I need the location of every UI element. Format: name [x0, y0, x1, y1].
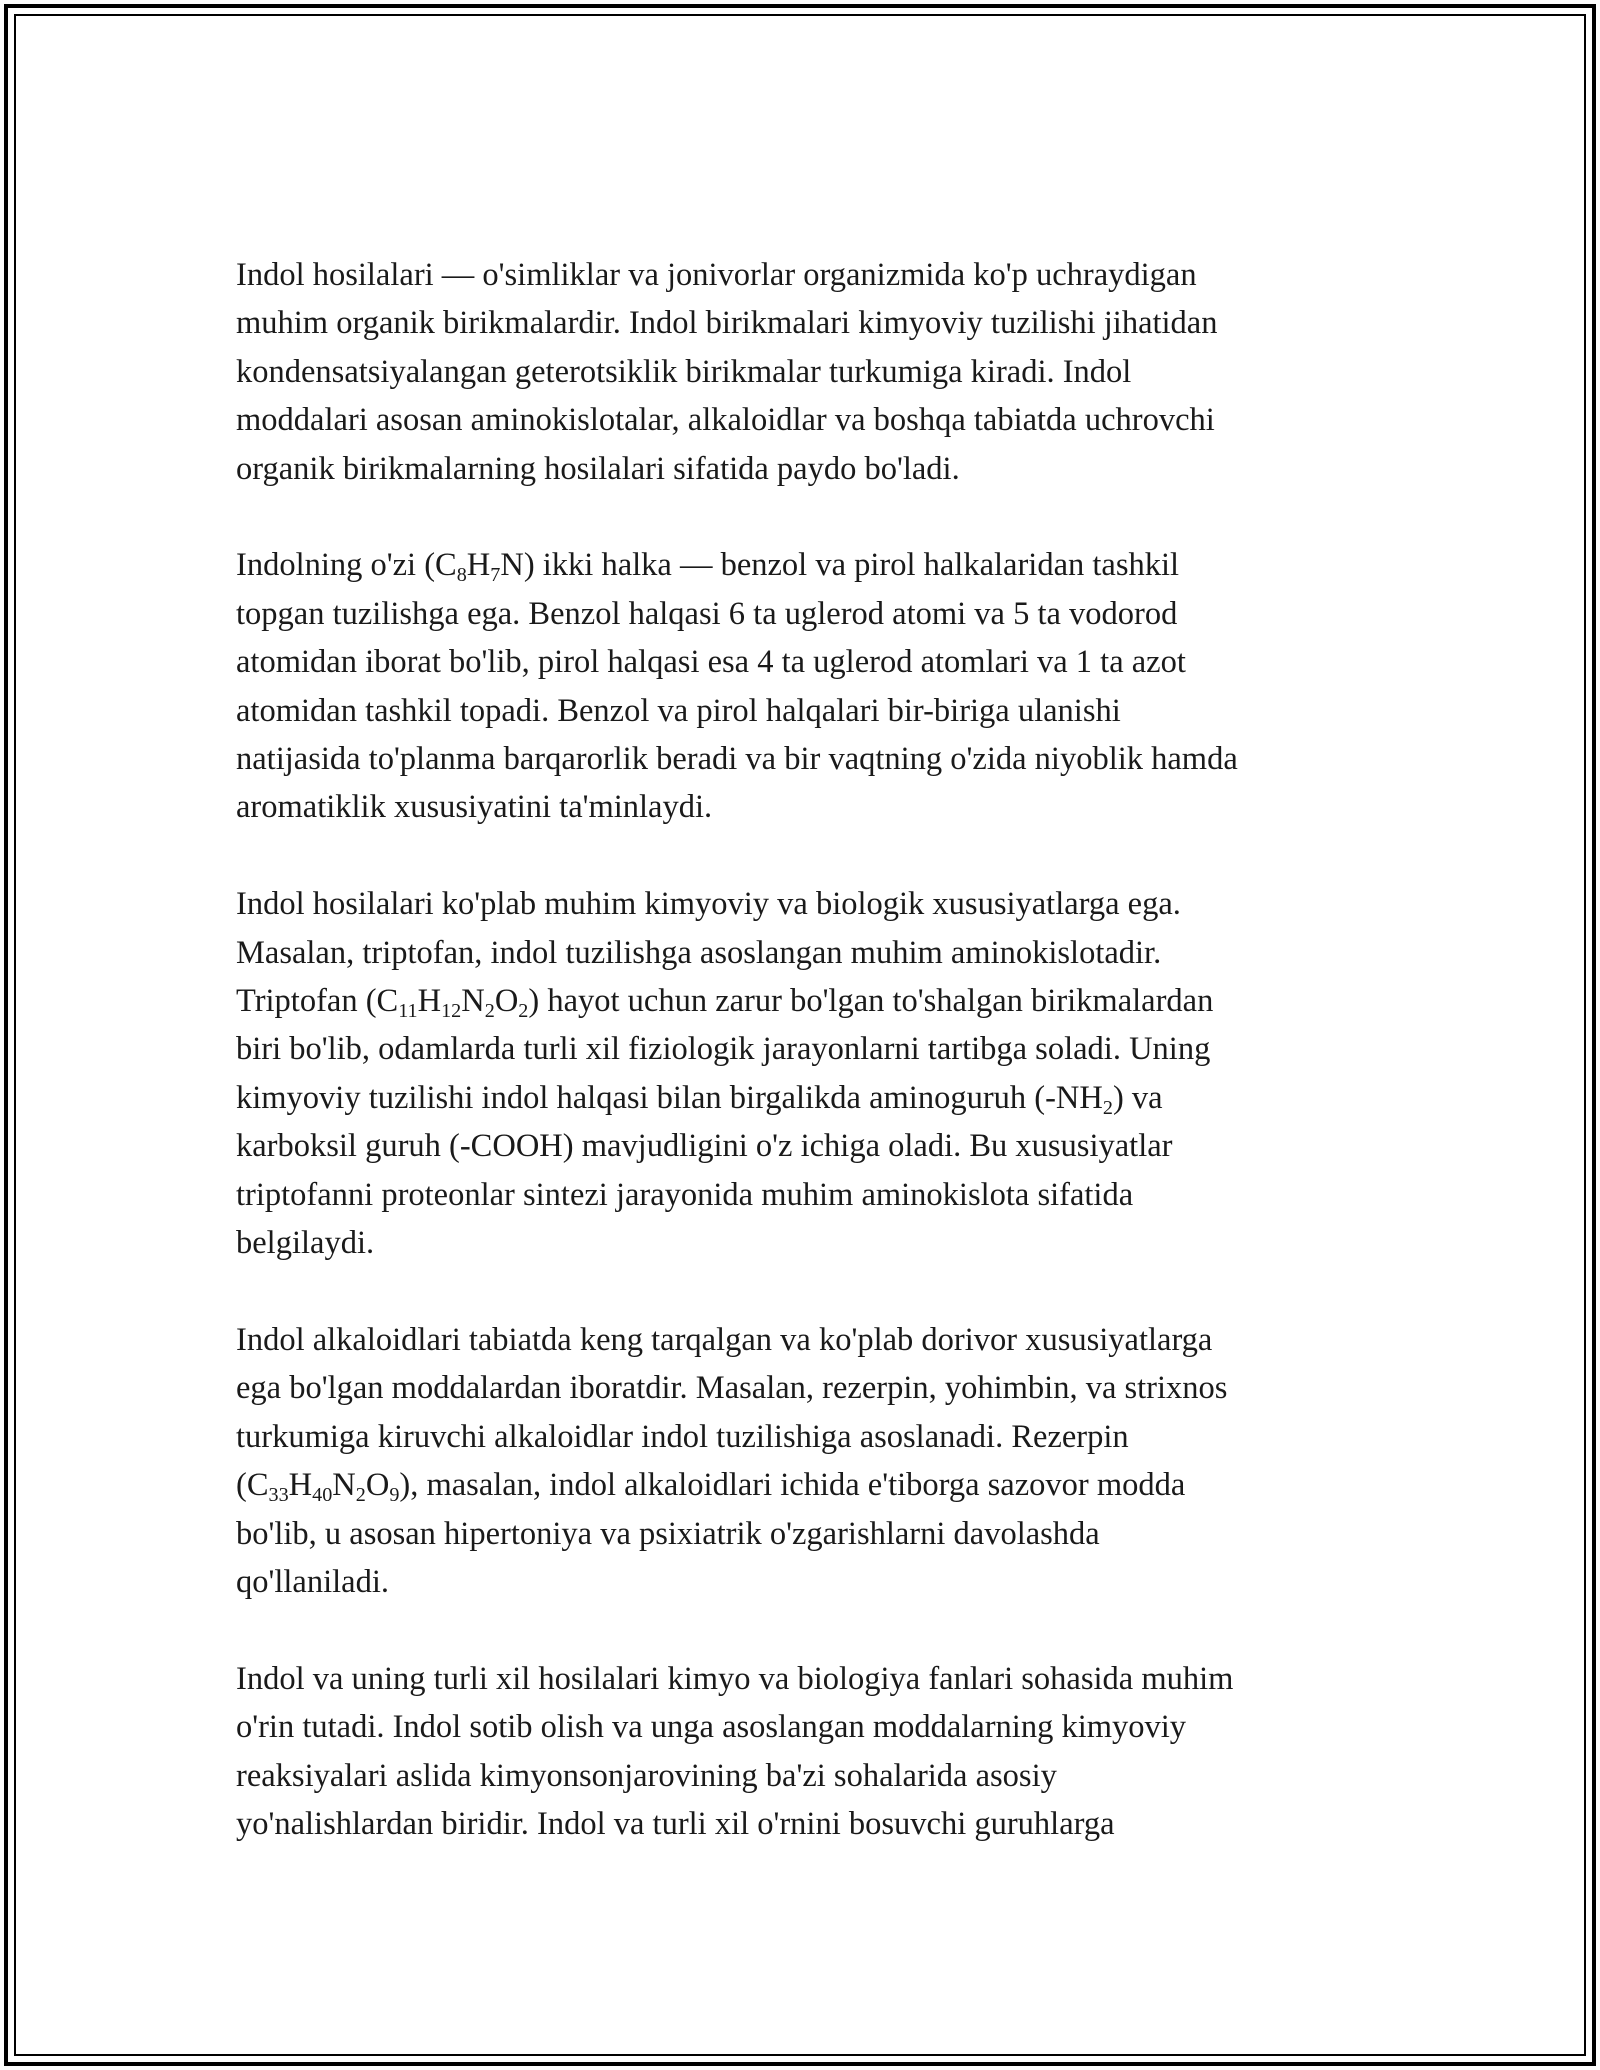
paragraph-3 [236, 880, 1386, 1267]
formula-subscript: 8 [456, 564, 467, 587]
paragraph-5 [236, 1655, 1386, 1849]
paragraph-text: ), masalan, indol alkaloidlari ichida e'tiborga sazovor modda bo'lib, u asosan hipertoniya va psixiatrik o'zgarishlarni davolashda qo'llaniladi. [236, 1467, 1186, 1600]
paragraph-text: Indol hosilalari ko'plab muhim kimyoviy va biologik xususiyatlarga ega. Masalan, triptofan, indol tuzilishga asoslangan muhim aminokislotadir. Triptofan (C [236, 886, 1181, 1020]
formula-subscript: 40 [312, 1484, 333, 1507]
paragraph-4 [236, 1316, 1386, 1606]
paragraph-text: N [461, 983, 485, 1020]
formula-subscript: 2 [484, 1000, 495, 1023]
formula-subscript: 11 [398, 1000, 418, 1023]
formula-subscript: 7 [490, 564, 501, 587]
paragraph-text: H [466, 547, 491, 584]
paragraph-text: Indol alkaloidlari tabiatda keng tarqalgan va ko'plab dorivor xususiyatlarga ega bo'lgan moddalardan iboratdir. Masalan, rezerpin, yohimbin, va strixnos turkumiga kiruvchi alkaloidlar indol tuzilishiga asoslanadi. Rezerpin (C [236, 1321, 1228, 1504]
formula-subscript: 2 [355, 1484, 366, 1507]
formula-subscript: 9 [389, 1484, 400, 1507]
paragraph-text: Indolning o'zi (C [236, 547, 457, 584]
paragraph-text: O [365, 1467, 390, 1504]
paragraph-text: ) va karboksil guruh (-COOH) mavjudligini o'z ichiga oladi. Bu xususiyatlar triptofanni proteonlar sintezi jarayonida muhim aminokislota sifatida belgilaydi. [236, 1079, 1173, 1262]
formula-subscript: 12 [441, 1000, 462, 1023]
paragraph-text: O [494, 983, 519, 1020]
formula-subscript: 2 [518, 1000, 529, 1023]
paragraph-text: N [332, 1467, 356, 1504]
paragraph-text: Indol hosilalari — o'simliklar va jonivorlar organizmida ko'p uchraydigan muhim organik birikmalardir. Indol birikmalari kimyoviy tuzilishi jihatidan kondensatsiyalangan geterotsiklik birikmalar turkumiga kiradi. Indol moddalari asosan aminokislotalar, alkaloidlar va boshqa tabiatda uchrovchi organik birikmalarning hosilalari sifatida paydo bo'ladi. [236, 257, 1218, 487]
paragraph-text: H [417, 983, 442, 1020]
paragraph-text: Indol va uning turli xil hosilalari kimyo va biologiya fanlari sohasida muhim o'rin tutadi. Indol sotib olish va unga asoslangan moddalarning kimyoviy reaksiyalari aslida kimyonsonjarovining ba'zi sohalarida asosiy yo'nalishlardan biridir. Indol va turli xil o'rnini bosuvchi guruhlarga [236, 1660, 1234, 1842]
formula-subscript: 2 [1102, 1096, 1113, 1119]
document-body [236, 251, 1386, 1897]
paragraph-text: N) ikki halka — benzol va pirol halkalaridan tashkil topgan tuzilishga ega. Benzol halqasi 6 ta uglerod atomi va 5 ta vodorod atomidan iborat bo'lib, pirol halqasi esa 4 ta uglerod atomlari va 1 ta azot atomidan tashkil topadi. Benzol va pirol halqalari bir-biriga ulanishi natijasida to'planma barqarorlik beradi va bir vaqtning o'zida niyoblik hamda aromatiklik xususiyatini ta'minlaydi. [236, 547, 1238, 826]
paragraph-text: H [288, 1467, 313, 1504]
formula-subscript: 33 [268, 1484, 289, 1507]
paragraph-text: ) hayot uchun zarur bo'lgan to'shalgan birikmalardan biri bo'lib, odamlarda turli xil fiziologik jarayonlarni tartibga soladi. Uning kimyoviy tuzilishi indol halqasi bilan birgalikda aminoguruh (-NH [236, 983, 1214, 1116]
paragraph-2 [236, 541, 1386, 831]
paragraph-1 [236, 251, 1386, 493]
